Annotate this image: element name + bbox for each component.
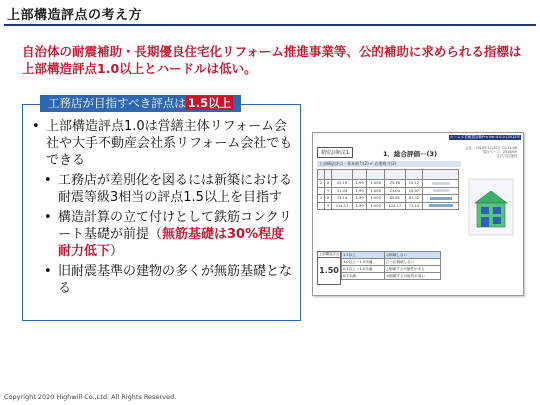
table-cell: 114.17 [332, 202, 353, 210]
strength-table [317, 169, 459, 210]
report-app-bar: ホームズ君耐震診断Pro Ver.4.0.0 (2012年基準版) [449, 135, 521, 144]
legend-range: 1.5以上 [342, 252, 385, 259]
report-meta [465, 146, 517, 158]
diagnosis-report-image [312, 132, 524, 296]
ratio-bar [432, 182, 450, 185]
legend-range: 1.0以上～1.5未満 [342, 259, 385, 266]
table-cell: 15.12 [405, 180, 423, 188]
table-cell: 1.99 [352, 202, 367, 210]
house-model-icon [465, 173, 517, 243]
table-cell: X [325, 180, 332, 188]
legend-range: 0.7以上～1.0未満 [342, 266, 385, 273]
sub-bullet-item: • 旧耐震基準の建物の多くが無筋基礎となる [44, 263, 295, 297]
ratio-bar [433, 189, 449, 192]
table-cell: 1.99 [352, 187, 367, 195]
table-cell: 21.04 [385, 187, 406, 195]
table-cell [352, 170, 367, 180]
legend-row [342, 266, 441, 273]
table-cell [318, 187, 325, 195]
score-box [317, 251, 341, 285]
table-cell [318, 202, 325, 210]
table-cell: 1 [318, 195, 325, 203]
legend-row [342, 273, 441, 280]
title-divider [4, 24, 536, 26]
table-cell: 21.04 [332, 187, 353, 195]
table-cell: 25.78 [385, 180, 406, 188]
table-cell: 1.000 [367, 195, 385, 203]
legend-result: ×倒壊する可能性が高い [385, 273, 441, 280]
card-tab-highlight: 1.5以上 [187, 96, 232, 110]
table-cell: Y [325, 202, 332, 210]
table-cell: 67.01 [405, 195, 423, 203]
table-cell [332, 170, 353, 180]
bullet-item: • 上部構造評点1.0は営繕主体リフォーム会社や大手不動産会社系リフォーム会社でもできる [30, 118, 295, 169]
legend-range: 0.7未満 [342, 273, 385, 280]
bar-cell [423, 187, 459, 195]
meta-line: 会社：2019年4月20日 11:11:08 [465, 146, 517, 150]
legend-result: ◎倒壊しない [385, 252, 441, 259]
table-cell: 2 [318, 180, 325, 188]
score-value: 1.50 [319, 266, 339, 275]
legend-row [342, 252, 441, 259]
bar-cell [423, 195, 459, 203]
score-legend-table [341, 251, 441, 280]
bar-cell [423, 180, 459, 188]
bar-cell [423, 202, 459, 210]
card-tab-prefix: 工務店が目指すべき評点は [48, 96, 186, 110]
table-cell [423, 170, 459, 180]
bullet-text: 構造計算の立て付けとして鉄筋コンクリート基礎が前提（ [58, 210, 292, 242]
table-cell [385, 170, 406, 180]
bullet-list [30, 118, 295, 300]
table-cell [405, 170, 423, 180]
lead-statement: 自治体の耐震補助・長期優良住宅化リフォーム推進事業等、公的補助に求められる指標は上部構造評点1.0以上とハードルは低い。 [22, 44, 522, 76]
section-bar: 上部構造評点・基本耐力(2) ✔ 必要耐力(2) [317, 161, 461, 167]
table-cell: 1.000 [367, 202, 385, 210]
report-header [317, 143, 517, 157]
ratio-bar [430, 197, 452, 200]
sub-bullet-item: • 工務店が差別化を図るには新築における耐震等級3相当の評点1.5以上を目指す [44, 172, 295, 206]
table-cell: 25.19 [332, 180, 353, 188]
table-cell: 73.14 [332, 195, 353, 203]
bullet-text: ） [110, 244, 124, 259]
ratio-bar [429, 204, 453, 207]
table-cell: X [325, 195, 332, 203]
method-badge: 精密診断法1 [317, 147, 353, 158]
table-row [318, 180, 459, 188]
table-cell [325, 170, 332, 180]
table-row [318, 202, 459, 210]
legend-result: △倒壊する可能性がある [385, 266, 441, 273]
table-cell: 114.17 [385, 202, 406, 210]
legend-result: ○一応倒壊しない [385, 259, 441, 266]
table-cell: 1.000 [367, 187, 385, 195]
copyright-footer: Copyright 2020 Highwill Co.,Ltd. All Rights Reserved. [4, 393, 177, 401]
table-row [318, 187, 459, 195]
table-cell [367, 170, 385, 180]
score-label: 上部構造評点 [318, 252, 340, 256]
table-row [318, 195, 459, 203]
card-tab-header [40, 95, 241, 112]
table-cell: 1.99 [352, 195, 367, 203]
table-cell: 85.82 [385, 195, 406, 203]
legend-row [342, 259, 441, 266]
meta-line: 江戸川区施設 [496, 154, 517, 158]
table-cell: Y [325, 187, 332, 195]
emphasis-text: 無筋基礎は30%程度耐力低下 [58, 227, 285, 259]
slide-title: 上部構造評点の考え方 [7, 8, 143, 23]
report-title: 1．総合評価－(3) [383, 150, 437, 158]
table-cell [318, 170, 325, 180]
sub-bullet-item [44, 209, 295, 260]
table-header-row [318, 170, 459, 180]
table-cell: 1.000 [367, 180, 385, 188]
table-cell: 14.97 [405, 187, 423, 195]
table-cell: 1.99 [352, 180, 367, 188]
table-cell: 71.14 [405, 202, 423, 210]
meta-line: 現在ページ：2018/09 [482, 150, 517, 154]
